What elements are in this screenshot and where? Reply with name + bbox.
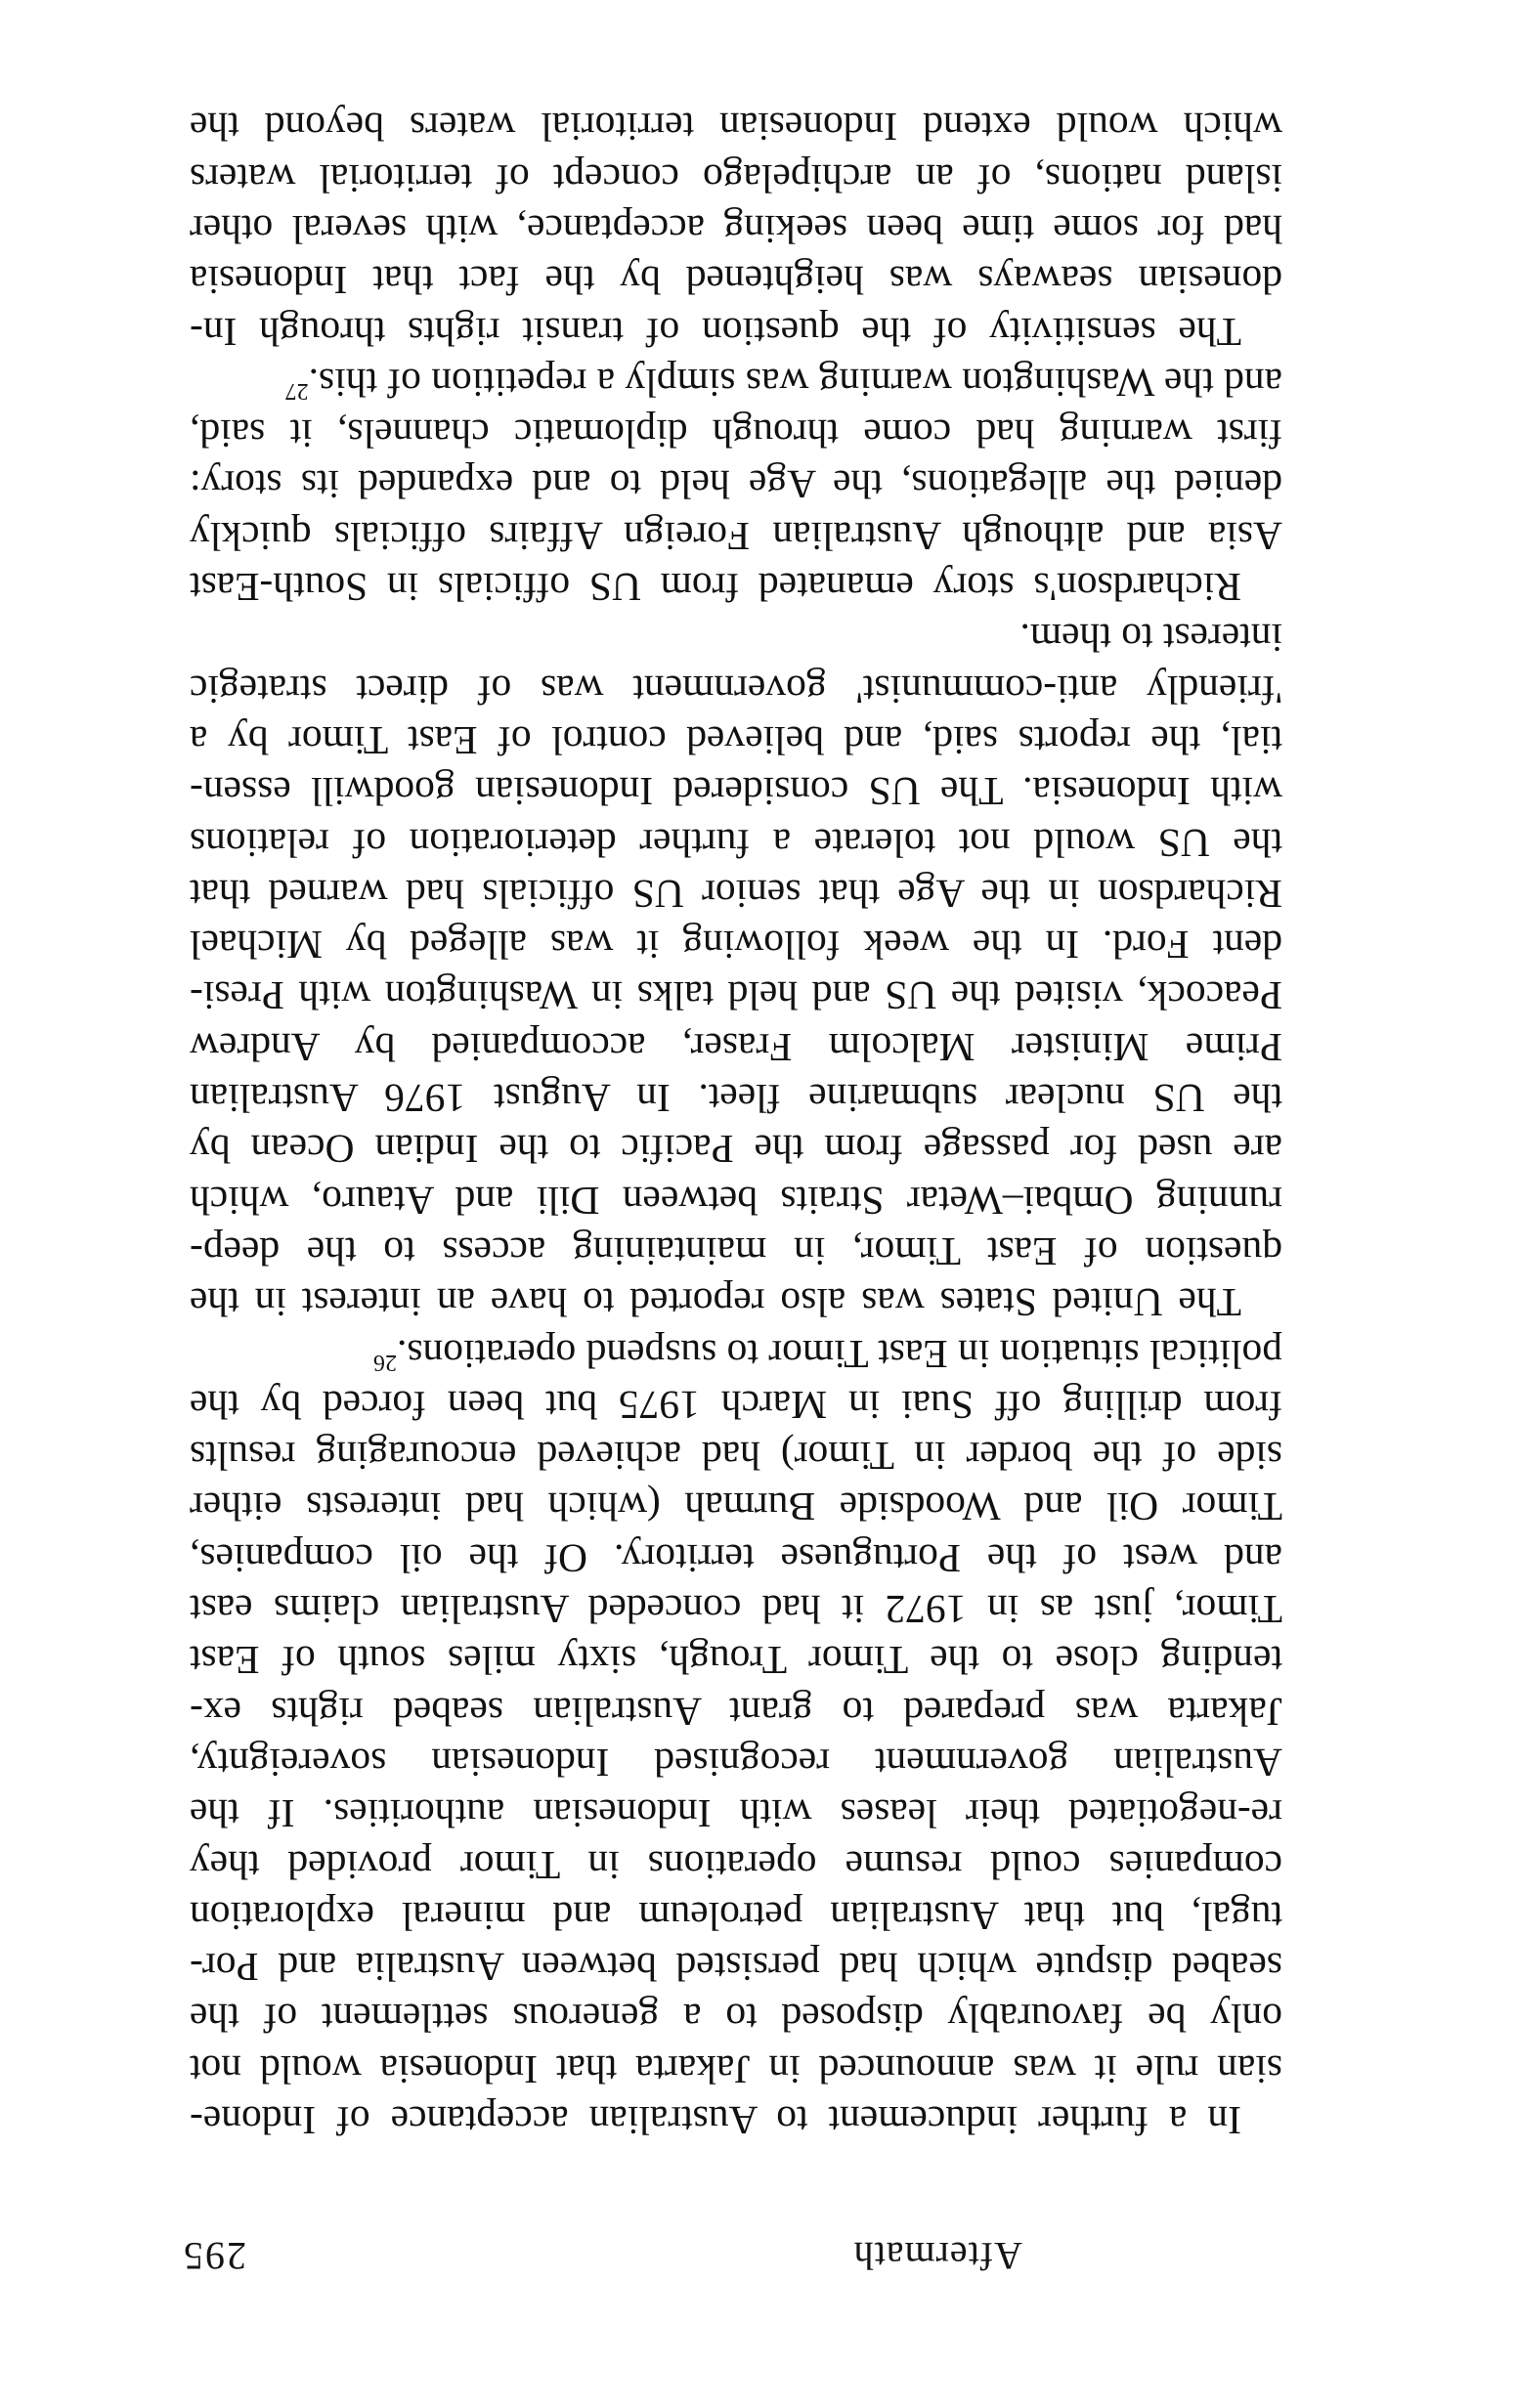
- text-line-content: 'friendly anti-communist' government was of direct strategic: [190, 666, 1282, 712]
- text-line-content: The sensitivity of the question of transit rights through In-: [190, 309, 1241, 355]
- text-line-content: In a further inducement to Australian acceptance of Indone-: [190, 2098, 1241, 2143]
- text-line: [190, 1073, 1282, 1124]
- text-line: [190, 1738, 1282, 1788]
- text-line: [190, 1993, 1282, 2043]
- text-line-content: tial, the reports said, and believed control of East Timor by a: [190, 717, 1282, 763]
- text-line: [190, 1891, 1282, 1942]
- text-line: [190, 613, 1282, 664]
- text-line-content: island nations, of an archipelago concept of territorial waters: [190, 155, 1282, 201]
- running-head: [182, 2220, 1277, 2279]
- text-line-content: seabed dispute which had persisted between Australia and Por-: [190, 1945, 1282, 1991]
- text-line-content: denied the allegations, the Age held to and expanded its story:: [190, 462, 1282, 508]
- text-line-content: Richardson in the Age that senior US officials had warned that: [190, 871, 1282, 917]
- text-line-content: with Indonesia. The US considered Indonesian goodwill essen-: [190, 769, 1282, 815]
- text-line: [190, 1021, 1282, 1072]
- text-line-content: Timor, just as in 1972 it had conceded Australian claims east: [190, 1587, 1282, 1633]
- text-line: [190, 1686, 1282, 1737]
- text-line-content: Australian government recognised Indonesian sovereignty,: [190, 1740, 1282, 1785]
- text-line-content: running Ombai–Wetar Straits between Dili and Atauro, which: [190, 1178, 1282, 1224]
- text-line-content: the US nuclear submarine fleet. In August 1976 Australian: [190, 1076, 1282, 1122]
- text-line: [190, 1532, 1282, 1583]
- text-line-content: only be favourably disposed to a generous settlement of the: [190, 1996, 1282, 2042]
- text-line: [190, 408, 1282, 459]
- text-line-content: Prime Minister Malcolm Fraser, accompanied by Andrew: [190, 1024, 1282, 1070]
- text-line-content: donesian seaways was heightened by the fact that Indonesia: [190, 258, 1282, 304]
- text-line: [190, 2043, 1282, 2094]
- text-line-content: which would extend Indonesian territorial waters beyond the: [190, 105, 1282, 150]
- text-line-content: are used for passage from the Pacific to the Indian Ocean by: [190, 1127, 1282, 1173]
- text-line-content: side of the border in Timor) had achieved encouraging results: [190, 1434, 1282, 1480]
- text-line: [190, 1482, 1282, 1532]
- text-line-content: interest to them.: [1019, 616, 1282, 662]
- page-number: 295: [182, 2234, 246, 2278]
- text-line-content: the US would not tolerate a further deterioration of relations: [190, 820, 1282, 866]
- text-line-content: and the Washington warning was simply a repetition of this.: [308, 360, 1282, 406]
- footnote-marker: 27: [284, 377, 309, 404]
- text-line: [190, 562, 1282, 613]
- text-line: [190, 459, 1282, 510]
- text-line-content: dent Ford. In the week following it was alleged by Michael: [190, 923, 1282, 968]
- text-line-content: Jakarta was prepared to grant Australian seabed rights ex-: [190, 1689, 1282, 1735]
- text-line: [190, 152, 1282, 203]
- text-line: [190, 102, 1282, 152]
- text-line: [190, 511, 1282, 562]
- body-text: [190, 102, 1282, 2146]
- text-line-content: tending close to the Timor Trough, sixty miles south of East: [190, 1638, 1282, 1684]
- text-line-content: The United States was also reported to have an interest in the: [190, 1280, 1241, 1326]
- text-line: [190, 869, 1282, 920]
- text-line: [190, 1584, 1282, 1635]
- text-line-content: tugal, but that Australian petroleum and mineral exploration: [190, 1893, 1282, 1939]
- text-line-content: had for some time been seeking acceptance, with several other: [190, 207, 1282, 253]
- text-line-content: from drilling off Suai in March 1975 but been forced by the: [190, 1382, 1282, 1428]
- text-line: [190, 817, 1282, 868]
- running-head-title: Aftermath: [852, 2234, 1022, 2278]
- text-line: [190, 2095, 1282, 2146]
- text-line-content: sian rule it was announced in Jakarta that Indonesia would not: [190, 2046, 1282, 2092]
- text-line-content: companies could resume operations in Timor provided they: [190, 1842, 1282, 1888]
- text-line: [190, 1277, 1282, 1328]
- text-line-content: Peacock, visited the US and held talks in Washington with Presi-: [190, 973, 1282, 1019]
- text-line-content: re-negotiated their leases with Indonesian authorities. If the: [190, 1791, 1282, 1837]
- text-line: [190, 1431, 1282, 1482]
- text-line-content: first warning had come through diplomatic channels, it said,: [190, 411, 1282, 457]
- text-line: [190, 204, 1282, 255]
- text-line-content: Richardson's story emanated from US officials in South-East: [190, 565, 1241, 611]
- text-line-content: question of East Timor, in maintaining access to the deep-: [190, 1228, 1282, 1274]
- text-line: [190, 664, 1282, 714]
- text-line: [190, 970, 1282, 1021]
- text-line-content: and west of the Portuguese territory. Of the oil companies,: [190, 1535, 1282, 1581]
- text-line: [190, 1175, 1282, 1226]
- text-line-content: political situation in East Timor to suspend operations.: [396, 1331, 1282, 1377]
- text-line-content: Timor Oil and Woodside Burmah (which had interests either: [190, 1484, 1282, 1530]
- text-line: [190, 766, 1282, 817]
- text-line: [190, 715, 1282, 766]
- text-line: [190, 1839, 1282, 1890]
- text-line: [190, 1226, 1282, 1277]
- text-line: [190, 255, 1282, 306]
- text-line: [190, 1942, 1282, 1993]
- text-line: [190, 1788, 1282, 1839]
- text-line: [190, 358, 1282, 408]
- text-line: [190, 1380, 1282, 1431]
- text-line: [190, 1635, 1282, 1686]
- footnote-marker: 26: [372, 1349, 397, 1375]
- text-line-content: Asia and although Australian Foreign Affairs officials quickly: [190, 513, 1282, 559]
- text-line: [190, 1124, 1282, 1175]
- text-line: [190, 306, 1282, 357]
- text-line: [190, 1328, 1282, 1379]
- text-line: [190, 920, 1282, 970]
